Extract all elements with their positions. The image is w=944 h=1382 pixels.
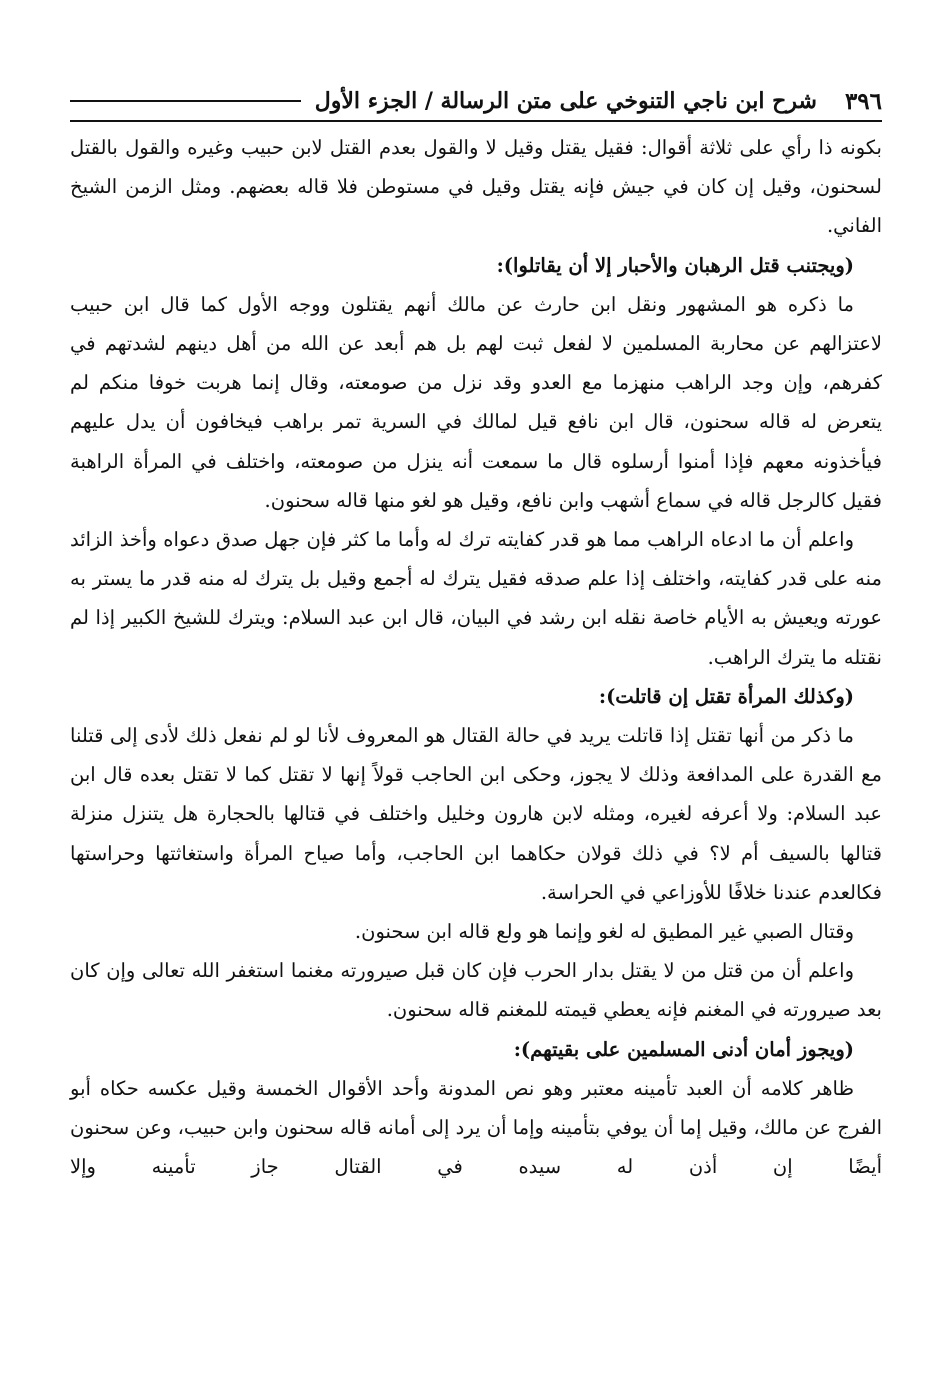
running-header bbox=[70, 82, 882, 122]
commentary-child: وقتال الصبي غير المطيق له لغو وإنما هو ولع قاله ابن سحنون. bbox=[354, 920, 854, 944]
commentary-woman: ما ذكر من أنها تقتل إذا قاتلت يريد في حالة القتال هو المعروف لأنا لو لم نفعل ذلك لأدى إلى قتلنا مع القدرة على المدافعة وذلك لا يجوز، وحكى ابن الحاجب قولاً إنها لا تقتل كما لا تقتل بعده قال ابن عبد السلام: ولا أعرفه لغيره، ومثله لابن هارون وخليل واختلف في قتالها بالحجارة هل يتنزل منزلة قتالها بالسيف أم لا؟ في ذلك قولان حكاهما ابن الحاجب، وأما صياح المرأة واستغاثتها وحراستها فكالعدم عندنا خلافًا للأوزاعي في الحراسة. bbox=[70, 724, 882, 904]
commentary-monk-property: واعلم أن ما ادعاه الراهب مما هو قدر كفايته ترك له وأما ما كثر فإن جهل صدق دعواه وأخذ الزائد منه على قدر كفايته، واختلف إذا علم صدقه فقيل يترك له أجمع وقيل بل يترك له منه قدر ما يستر به عورته ويعيش به الأيام خاصة نقله ابن رشد في البيان، قال ابن عبد السلام: ويترك للشيخ الكبير إذا لم نقتله ما يترك الراهب. bbox=[70, 528, 882, 669]
commentary-killing: واعلم أن من قتل من لا يقتل بدار الحرب فإن كان قبل صيرورته مغنما استغفر الله تعالى وإن كان بعد صيرورته في المغنم فإنه يعطي قيمته للمغنم قاله سحنون. bbox=[70, 959, 882, 1022]
matn-heading-woman: (وكذلك المرأة تقتل إن قاتلت): bbox=[598, 684, 854, 708]
page-number: ٣٩٦ bbox=[844, 87, 882, 115]
commentary-monks: ما ذكره هو المشهور ونقل ابن حارث عن مالك أنهم يقتلون ووجه الأول كما قال ابن حبيب لاعتزالهم عن محاربة المسلمين لا لفعل ثبت لهم بل هم أبعد عن الله من أهل دينهم لشدتهم في كفرهم، وإن وجد الراهب منهزما مع العدو وقد نزل من صومعته، وقال إنما هربت خوفا منكم لم يتعرض له قاله سحنون، قال ابن نافع قيل لمالك في السرية تمر براهب فيخافون أن يدل عليهم فيأخذونه معهم فإذا أمنوا أرسلوه قال ما سمعت أنه ينزل من صومعته، واختلف في المرأة الراهبة فقيل كالرجل قاله في سماع أشهب وابن نافع، وقيل هو لغو منها قاله سحنون. bbox=[70, 292, 882, 512]
page-body bbox=[70, 128, 882, 1186]
commentary-amaan: ظاهر كلامه أن العبد تأمينه معتبر وهو نص المدونة وأحد الأقوال الخمسة وقيل عكسه حكاه أبو الفرج عن مالك، وقيل إما أن يوفي بتأمينه وإما أن يرد إلى أمانه قاله سحنون وابن حبيب، وعن سحنون أيضًا إن أذن له سيده في القتال جاز تأمينه وإلا bbox=[70, 1076, 882, 1179]
paragraph-continuation: بكونه ذا رأي على ثلاثة أقوال: فقيل يقتل وقيل لا والقول بعدم القتل لابن حبيب وغيره والقول بالقتل لسحنون، وقيل إن كان في جيش فإنه يقتل وقيل في مستوطن فلا قاله بعضهم. ومثل الزمن الشيخ الفاني. bbox=[70, 136, 882, 238]
matn-heading-monks: (ويجتنب قتل الرهبان والأحبار إلا أن يقاتلوا): bbox=[496, 253, 854, 277]
book-title: شرح ابن ناجي التنوخي على متن الرسالة / الجزء الأول bbox=[314, 88, 817, 114]
header-rule bbox=[70, 100, 301, 102]
book-page bbox=[70, 82, 882, 1367]
matn-heading-amaan: (ويجوز أمان أدنى المسلمين على بقيتهم): bbox=[513, 1037, 854, 1061]
